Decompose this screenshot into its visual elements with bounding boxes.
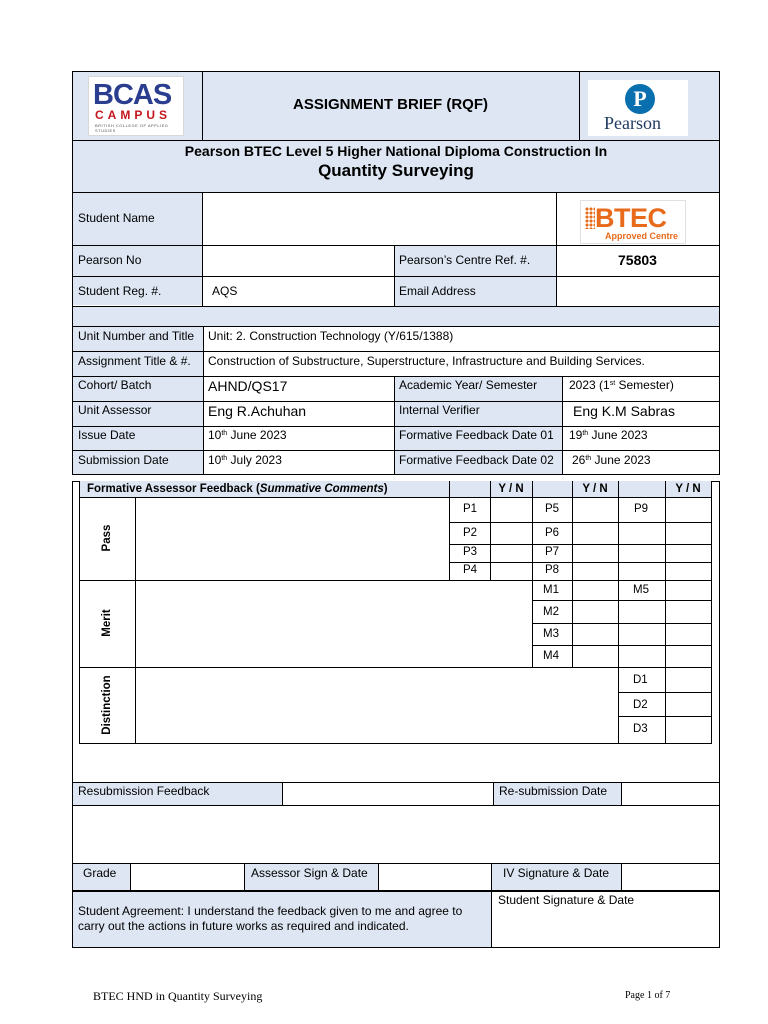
- m3-label: M3: [543, 628, 559, 640]
- d3-label: D3: [633, 723, 648, 735]
- p4-label: P4: [463, 564, 478, 576]
- separator-strip: [72, 306, 720, 327]
- ffd1-value: 19th June 2023: [569, 428, 648, 442]
- pearson-no-field[interactable]: [206, 253, 390, 269]
- m1-label: M1: [543, 584, 559, 596]
- merit-label: Merit: [101, 609, 113, 637]
- assignment-brief-title: ASSIGNMENT BRIEF (RQF): [293, 96, 488, 113]
- resubmission-feedback-field[interactable]: [73, 806, 719, 863]
- email-field[interactable]: [560, 284, 714, 300]
- m4-label: M4: [543, 650, 559, 662]
- submission-date-value: 10th July 2023: [208, 453, 282, 467]
- ffd1-label: Formative Feedback Date 01: [399, 428, 554, 442]
- cohort-label: Cohort/ Batch: [78, 378, 152, 392]
- ffd2-label: Formative Feedback Date 02: [399, 453, 554, 467]
- p5-label: P5: [545, 503, 560, 515]
- unit-value: Unit: 2. Construction Technology (Y/615/1388): [208, 329, 454, 343]
- bcas-logo-sub: CAMPUS: [95, 108, 172, 122]
- student-signature-label: Student Signature & Date: [498, 893, 635, 907]
- footer-page-number: Page 1 of 7: [625, 990, 671, 1001]
- student-name-field[interactable]: [206, 211, 550, 227]
- internal-verifier-label: Internal Verifier: [399, 403, 480, 417]
- programme-line2: Quantity Surveying: [318, 161, 474, 180]
- resubmission-date-label: Re-submission Date: [499, 784, 608, 798]
- yn-header-3: Y / N: [675, 483, 701, 495]
- assignment-title-label: Assignment Title & #.: [78, 354, 191, 368]
- submission-date-label: Submission Date: [78, 453, 169, 467]
- yn-header-2: Y / N: [582, 483, 608, 495]
- btec-approved-logo: [580, 200, 686, 244]
- academic-year-label: Academic Year/ Semester: [399, 378, 538, 392]
- pearson-p-icon: P: [625, 84, 655, 114]
- internal-verifier-value: Eng K.M Sabras: [573, 403, 675, 419]
- distinction-label: Distinction: [101, 675, 113, 735]
- m5-label: M5: [633, 584, 649, 596]
- feedback-heading: Formative Assessor Feedback (Summative Comments): [87, 483, 388, 495]
- pearson-logo: [588, 80, 688, 136]
- unit-assessor-value: Eng R.Achuhan: [208, 403, 307, 419]
- feedback-outer: [72, 481, 720, 783]
- issue-date-label: Issue Date: [78, 428, 136, 442]
- student-reg-field[interactable]: AQS: [212, 284, 238, 298]
- yn-header-1: Y / N: [498, 483, 524, 495]
- p2-label: P2: [463, 527, 478, 539]
- issue-date-value: 10th June 2023: [208, 428, 287, 442]
- resubmission-feedback-label: Resubmission Feedback: [78, 784, 210, 798]
- btec-approved-text: Approved Centre: [605, 231, 679, 241]
- p1-label: P1: [463, 503, 478, 515]
- cohort-value: AHND/QS17: [208, 378, 288, 394]
- footer-left: BTEC HND in Quantity Surveying: [93, 989, 263, 1003]
- m2-label: M2: [543, 606, 559, 618]
- assignment-title-value: Construction of Substructure, Superstructure, Infrastructure and Building Services.: [208, 354, 645, 368]
- btec-dots-icon: [585, 207, 595, 229]
- unit-label: Unit Number and Title: [78, 329, 195, 343]
- pearson-wordmark: Pearson: [604, 113, 661, 133]
- p8-label: P8: [545, 564, 560, 576]
- bcas-logo-main: BCAS: [93, 79, 172, 111]
- unit-assessor-label: Unit Assessor: [78, 403, 152, 417]
- p6-label: P6: [545, 527, 560, 539]
- pearson-no-label: Pearson No: [78, 253, 142, 267]
- ffd2-value: 26th June 2023: [572, 453, 651, 467]
- student-agreement-text: Student Agreement: I understand the feedback given to me and agree to carry out the actions in future works as required and indicated.: [78, 904, 463, 933]
- grade-label: Grade: [83, 866, 117, 880]
- centre-ref-value: 75803: [618, 252, 657, 268]
- d2-label: D2: [633, 699, 648, 711]
- assessor-sign-label: Assessor Sign & Date: [251, 866, 368, 880]
- bcas-logo: [88, 76, 184, 136]
- academic-year-value: 2023 (1st Semester): [569, 378, 674, 392]
- email-label: Email Address: [399, 284, 476, 298]
- programme-line1: Pearson BTEC Level 5 Higher National Diploma Construction In: [184, 143, 608, 159]
- btec-wordmark: BTEC: [595, 203, 667, 233]
- centre-ref-label: Pearson’s Centre Ref. #.: [399, 253, 531, 267]
- p7-label: P7: [545, 546, 560, 558]
- d1-label: D1: [633, 674, 648, 686]
- student-reg-label: Student Reg. #.: [78, 284, 162, 298]
- iv-sign-label: IV Signature & Date: [503, 866, 610, 880]
- p3-label: P3: [463, 546, 478, 558]
- student-name-label: Student Name: [78, 211, 155, 225]
- p9-label: P9: [634, 503, 649, 515]
- pass-label: Pass: [101, 524, 113, 552]
- bcas-logo-tag: BRITISH COLLEGE OF APPLIED STUDIES: [95, 123, 169, 133]
